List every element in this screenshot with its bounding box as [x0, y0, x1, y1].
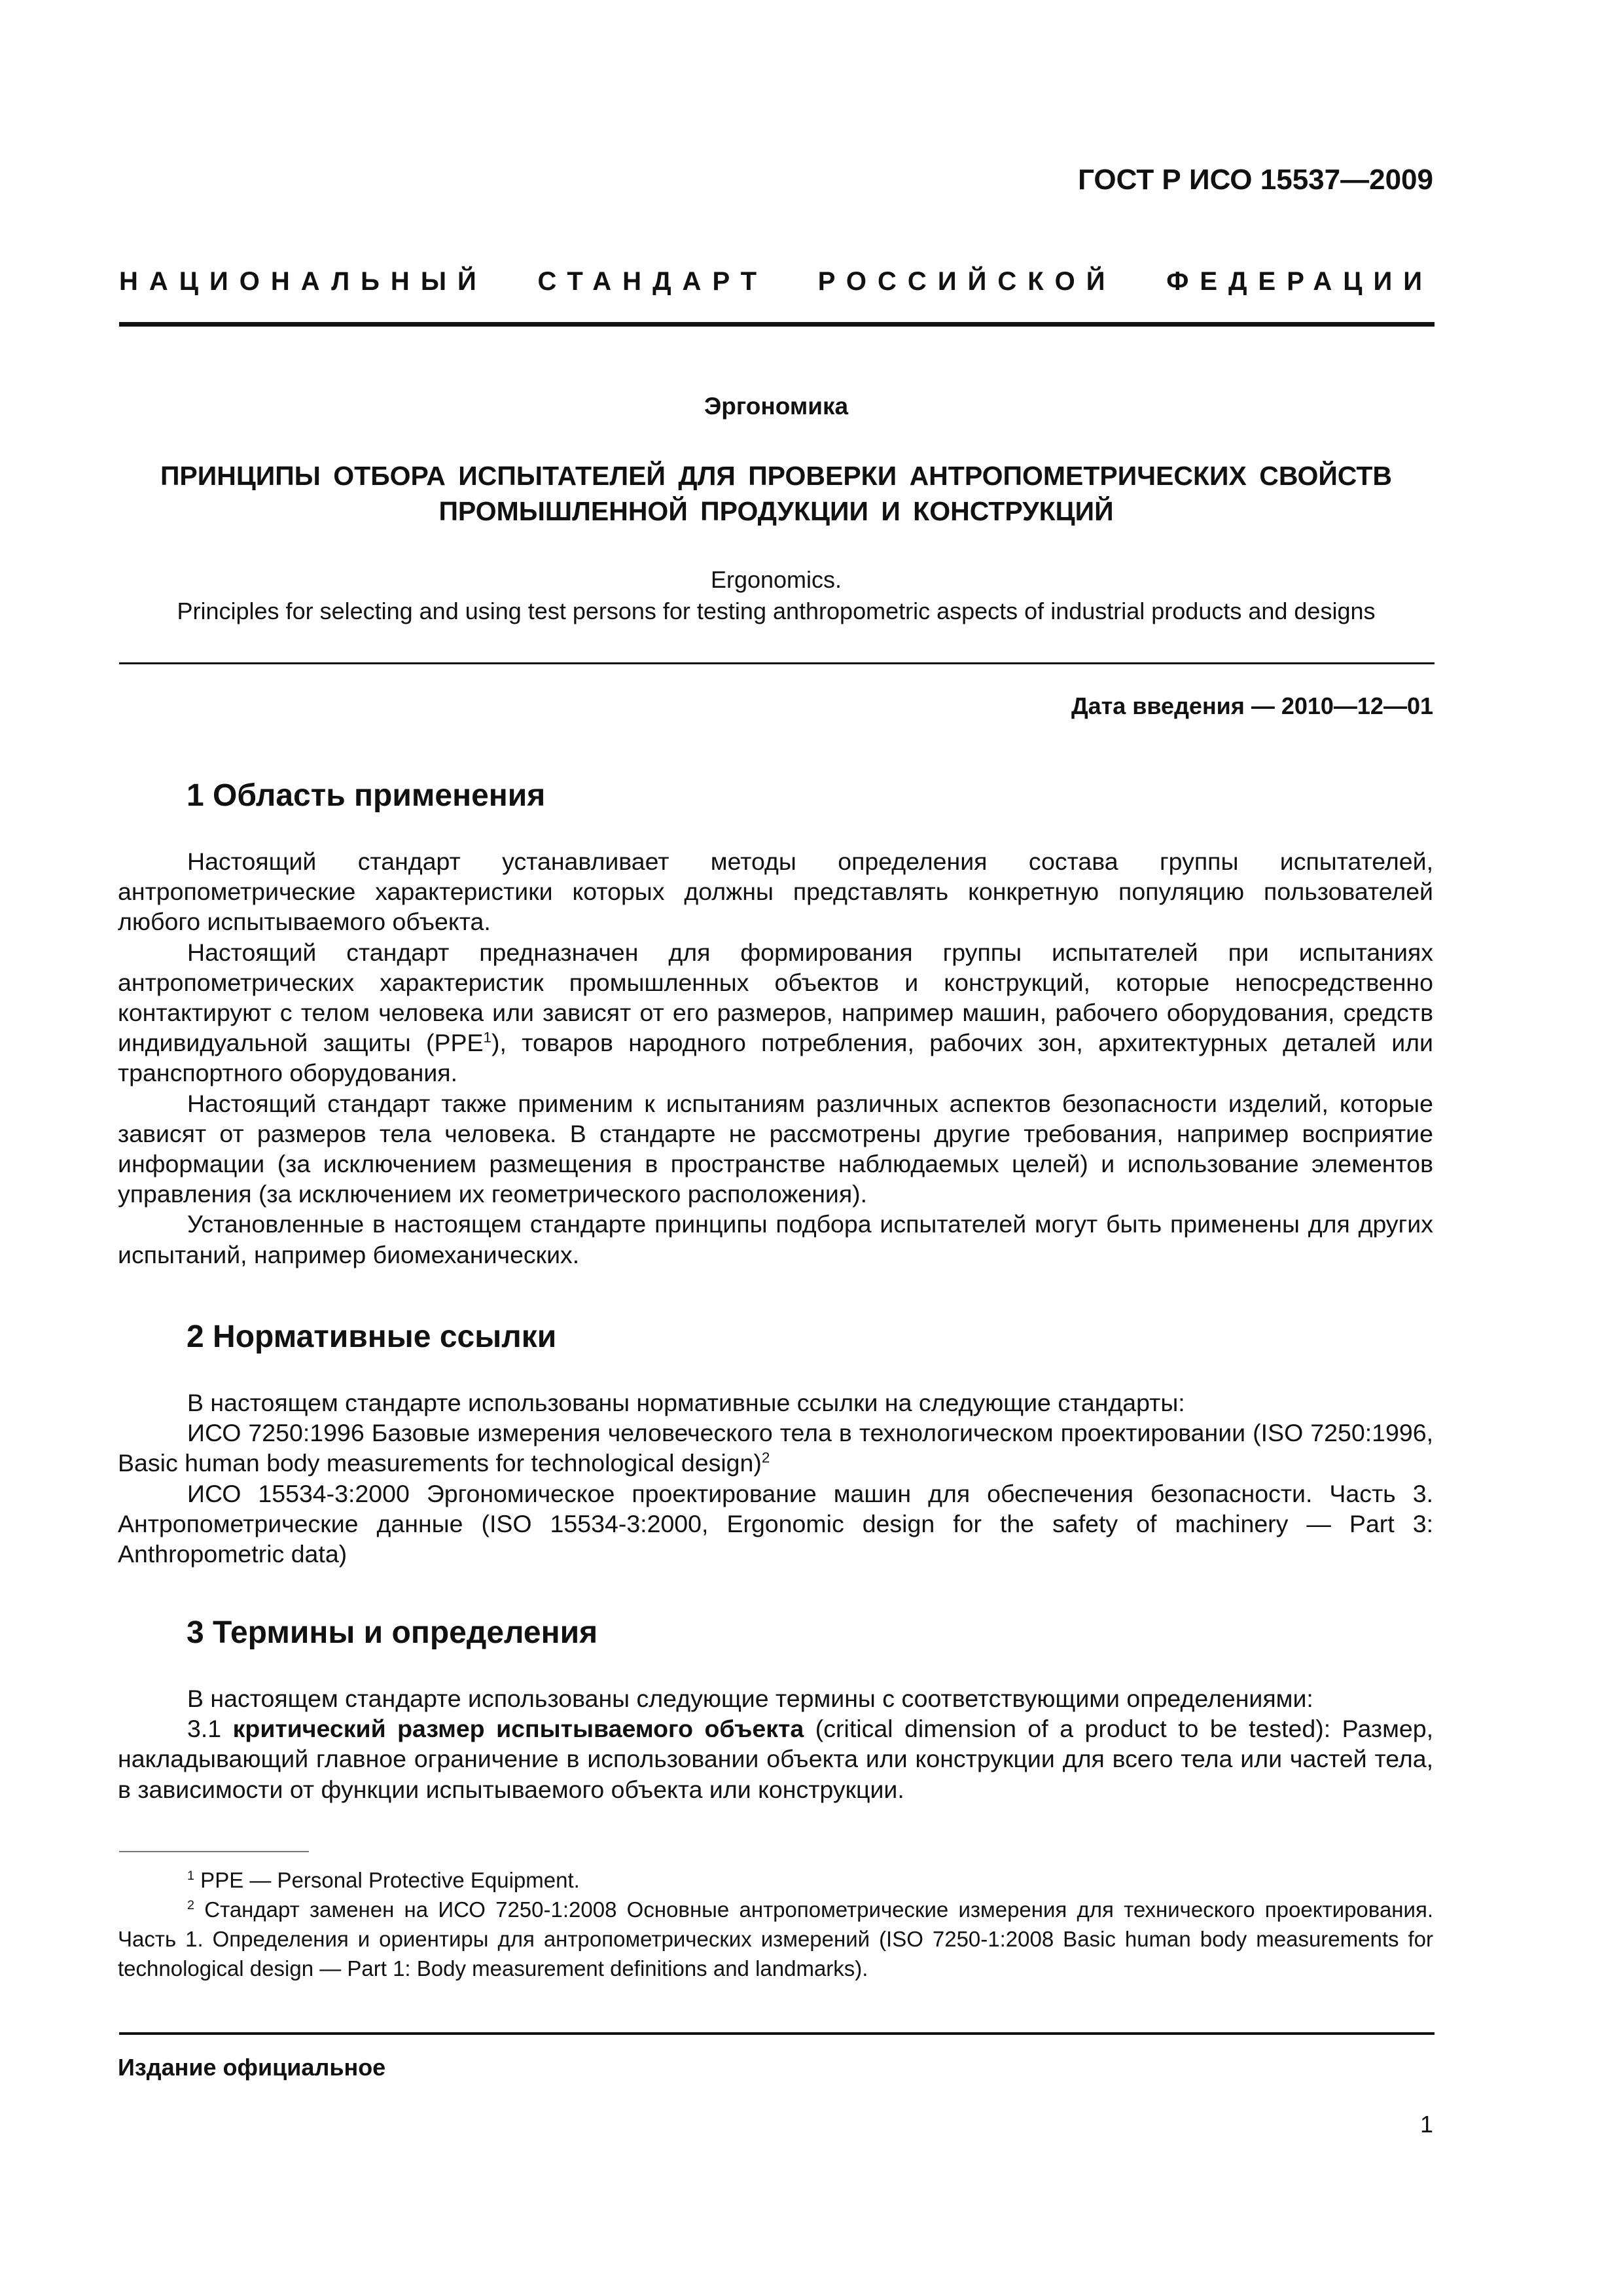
paragraph: ИСО 15534-3:2000 Эргономическое проектирование машин для обеспечения безопасности. Часть 3. Антропометрические данные (ISO 15534-3:2000, Ergonomic design for the safety of machinery — Part 3: Anthropometric data): [118, 1479, 1433, 1568]
footnote: $^1$ PPE — Personal Protective Equipment.: [187, 1868, 580, 1892]
paragraph: ИСО 7250:1996 Базовые измерения человеческого тела в технологическом проектировании (ISO 7250:1996, Basic human body measurements for technological design)$^2$: [118, 1419, 1433, 1477]
page-number: 1: [1419, 2111, 1433, 2138]
english-ergonomics: Ergonomics.: [710, 566, 842, 593]
ergonomics-heading: Эргономика: [704, 393, 849, 420]
document-title: [119, 458, 1433, 529]
header-thick-rule: [119, 322, 1435, 327]
footnote-separator: [119, 1851, 309, 1852]
footnote-ref: 1: [483, 1029, 492, 1046]
section-1-heading: 1 Область применения: [187, 778, 546, 813]
term-definition: 3.1 критический размер испытываемого объекта (critical dimension of a product to be tested): Размер, накладывающий главное ограничение в использовании объекта или конструкции для всего тела или частей тела, в зависимости от функции испытываемого объекта или конструкции.: [118, 1715, 1433, 1803]
term-name: критический размер испытываемого объекта: [232, 1715, 804, 1743]
paragraph: В настоящем стандарте использованы следующие термины с соответствующими определениями:: [187, 1685, 1313, 1712]
official-edition-label: Издание официальное: [118, 2054, 386, 2081]
introduction-date: Дата введения — 2010—12—01: [1071, 692, 1433, 719]
english-title: [119, 564, 1433, 627]
banner-word: СТАНДАРТ: [537, 267, 768, 296]
footer-rule: [119, 2032, 1435, 2035]
paragraph: Установленные в настоящем стандарте принципы подбора испытателей могут быть применены для других испытаний, например биомеханических.: [118, 1210, 1433, 1268]
footnote-mark: 2: [187, 1898, 195, 1912]
title-rule: [119, 662, 1435, 664]
title-line-1: ПРИНЦИПЫ ОТБОРА ИСПЫТАТЕЛЕЙ ДЛЯ ПРОВЕРКИ АНТРОПОМЕТРИЧЕСКИХ СВОЙСТВ: [160, 461, 1393, 491]
paragraph: В настоящем стандарте использованы нормативные ссылки на следующие стандарты:: [187, 1389, 1185, 1416]
section-2-body: [118, 1388, 1433, 1569]
paragraph: Настоящий стандарт предназначен для формирования группы испытателей при испытаниях антропометрических характеристик промышленных объектов и конструкций, которые непосредственно контактируют с телом человека или зависят от его размеров, например машин, рабочего оборудования, средств индивидуальной защиты (PPE$^1$), товаров народного потребления, рабочих зон, архитектурных деталей или транспортного оборудования.: [118, 938, 1433, 1087]
section-3-heading: 3 Термины и определения: [187, 1615, 598, 1650]
banner-word: РОССИЙСКОЙ: [817, 267, 1116, 296]
title-line-2: ПРОМЫШЛЕННОЙ ПРОДУКЦИИ И КОНСТРУКЦИЙ: [438, 496, 1114, 526]
paragraph: Настоящий стандарт также применим к испытаниям различных аспектов безопасности изделий, которые зависят от размеров тела человека. В стандарте не рассмотрены другие требования, например восприятие информации (за исключением размещения в пространстве наблюдаемых целей) и использование элементов управления (за исключением их геометрического расположения).: [118, 1089, 1433, 1208]
section-3-body: [118, 1683, 1433, 1804]
document-code: ГОСТ Р ИСО 15537—2009: [1078, 164, 1433, 196]
footnotes: [118, 1865, 1433, 1983]
footnote-mark: 1: [187, 1869, 195, 1883]
paragraph: Настоящий стандарт устанавливает методы определения состава группы испытателей, антропометрические характеристики которых должны представлять конкретную популяцию пользователей любого испытываемого объекта.: [118, 848, 1433, 936]
section-1-body: [118, 846, 1433, 1270]
footnote-ref: 2: [761, 1449, 770, 1466]
national-standard-banner: [119, 267, 1433, 296]
banner-word: ФЕДЕРАЦИИ: [1166, 267, 1433, 296]
english-title-text: Principles for selecting and using test persons for testing anthropometric aspects of industrial products and designs: [177, 598, 1376, 624]
banner-word: НАЦИОНАЛЬНЫЙ: [119, 267, 488, 296]
section-2-heading: 2 Нормативные ссылки: [187, 1319, 557, 1354]
footnote: $^2$ Стандарт заменен на ИСО 7250-1:2008 Основные антропометрические измерения для технического проектирования. Часть 1. Определения и ориентиры для антропометрических измерений (ISO 7250-1:2008 Basic human body measurements for technological design — Part 1: Body measurement definitions and landmarks).: [118, 1897, 1433, 1981]
